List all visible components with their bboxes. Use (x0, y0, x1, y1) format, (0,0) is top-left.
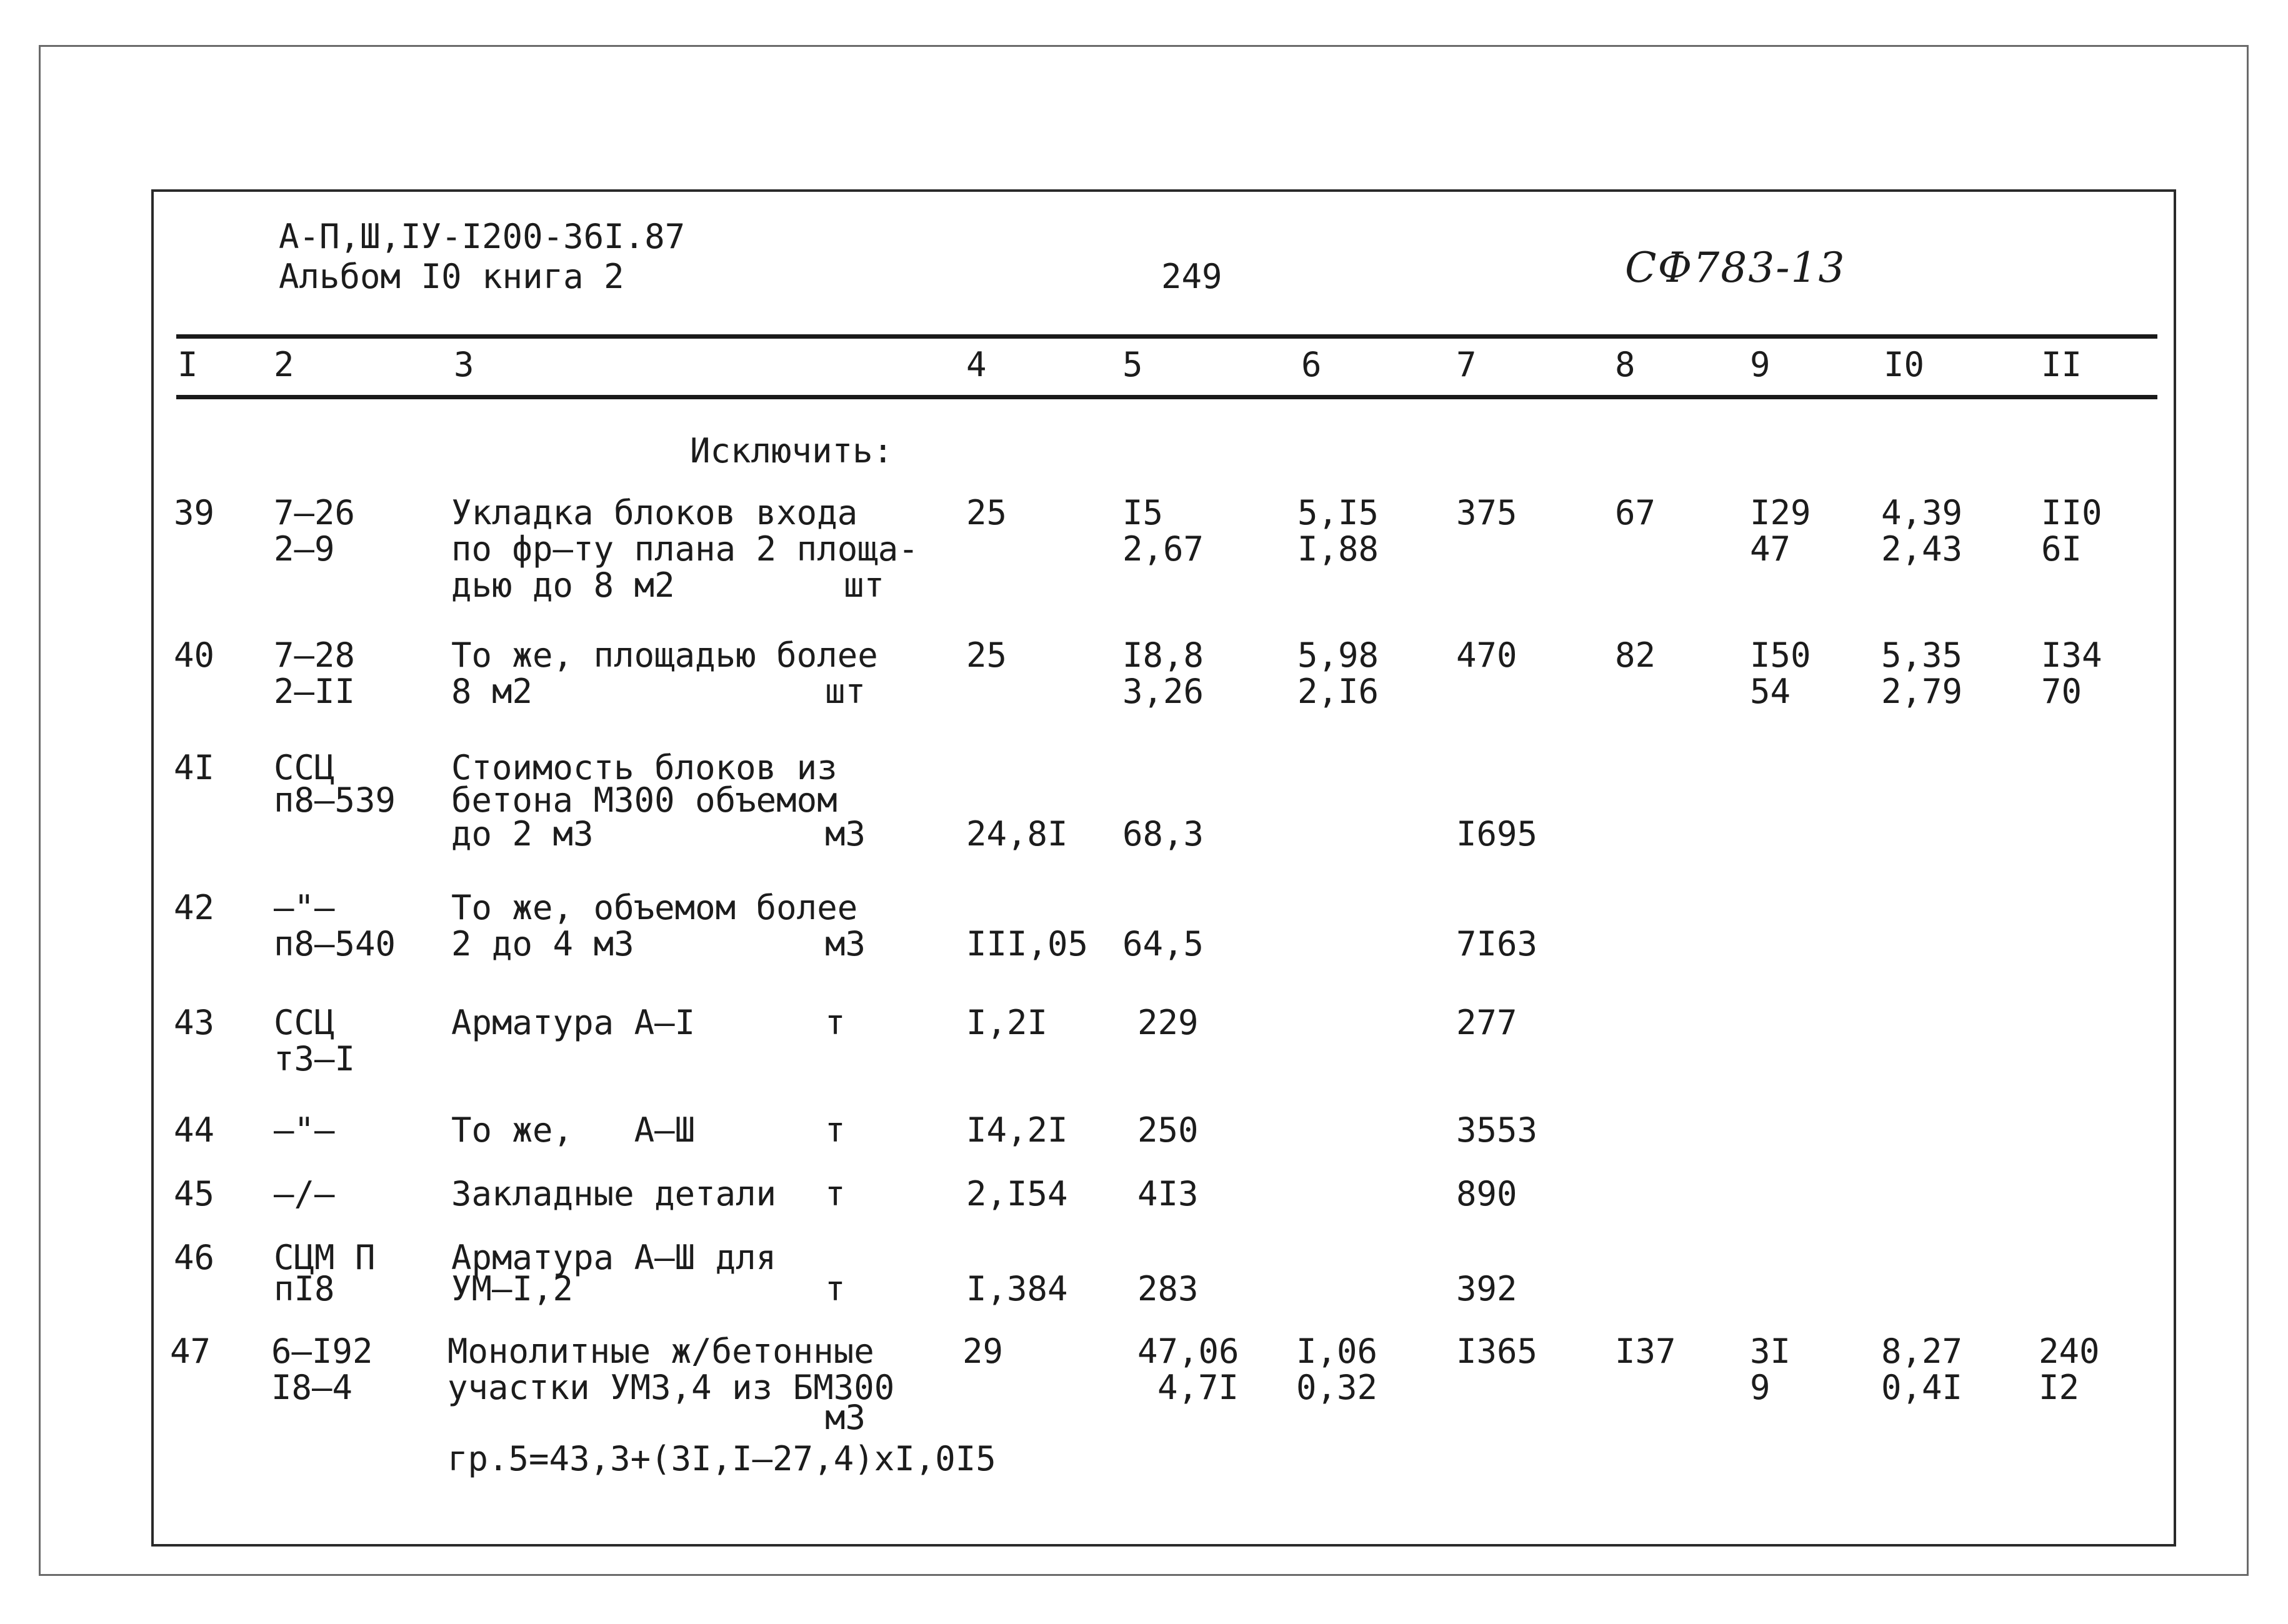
unit: м3 (825, 814, 866, 854)
norm-code: 2–II (274, 672, 356, 711)
column-header: 9 (1750, 345, 1771, 384)
cell-col11: I34 (2041, 635, 2102, 675)
cell-col4: 24,8I (966, 814, 1068, 854)
cell-col6: I,06 (1296, 1332, 1378, 1371)
header-top-rule (176, 334, 2157, 339)
cell-col4: I,384 (966, 1269, 1068, 1308)
norm-code: I8–4 (271, 1368, 353, 1407)
unit: м3 (825, 924, 866, 964)
cell-col6: 0,32 (1296, 1368, 1378, 1407)
unit: т (825, 1174, 846, 1213)
header-bottom-rule (176, 395, 2157, 399)
cell-col6: 5,98 (1297, 635, 1379, 675)
cell-col6: 2,I6 (1297, 672, 1379, 711)
cell-col8: 82 (1615, 635, 1656, 675)
cell-col9: 54 (1750, 672, 1791, 711)
column-header: II (2041, 345, 2082, 384)
work-description: Стоимость блоков из (451, 748, 837, 787)
cell-col6: 5,I5 (1297, 493, 1379, 532)
unit: шт (844, 565, 885, 605)
cell-col4: I,2I (966, 1003, 1048, 1042)
work-description: Укладка блоков входа (451, 493, 858, 532)
work-description: 8 м2 (451, 672, 533, 711)
unit: м3 (825, 1398, 866, 1437)
cell-col4: III,05 (966, 924, 1089, 964)
row-number: 47 (170, 1332, 211, 1371)
work-description: бетона М300 объемом (451, 780, 837, 820)
cell-col5: 47,06 (1137, 1332, 1239, 1371)
norm-code: ССЦ (274, 1003, 335, 1042)
cell-col5: 3,26 (1122, 672, 1204, 711)
cell-col10: 2,43 (1881, 529, 1963, 569)
row-number: 46 (174, 1238, 215, 1277)
norm-code: 6–I92 (271, 1332, 373, 1371)
column-header: 4 (966, 345, 987, 384)
column-header: 7 (1456, 345, 1477, 384)
cell-col7: 3553 (1456, 1110, 1538, 1150)
cell-col7: 277 (1456, 1003, 1517, 1042)
cell-col10: 4,39 (1881, 493, 1963, 532)
cell-col5: 283 (1137, 1269, 1199, 1308)
unit: т (825, 1003, 846, 1042)
section-title: Исключить: (690, 431, 894, 471)
column-header: 5 (1122, 345, 1143, 384)
cell-col5: 2,67 (1122, 529, 1204, 569)
cell-col11: 240 (2039, 1332, 2100, 1371)
column-header: I (177, 345, 198, 384)
cell-col4: I4,2I (966, 1110, 1068, 1150)
norm-code: –"– (274, 1110, 335, 1150)
cell-col11: 70 (2041, 672, 2082, 711)
cell-col9: I50 (1750, 635, 1811, 675)
work-description: То же, А–Ш (451, 1110, 696, 1150)
row-number: 40 (174, 635, 215, 675)
work-description: Арматура А–I (451, 1003, 696, 1042)
unit: т (825, 1269, 846, 1308)
cell-col4: 25 (966, 493, 1007, 532)
cell-col7: 375 (1456, 493, 1517, 532)
column-header: 8 (1615, 345, 1636, 384)
cell-col7: 7I63 (1456, 924, 1538, 964)
cell-col9: 47 (1750, 529, 1791, 569)
norm-code: –/– (274, 1174, 335, 1213)
work-description: Монолитные ж/бетонные (447, 1332, 874, 1371)
cell-col9: 9 (1750, 1368, 1771, 1407)
cell-col7: 470 (1456, 635, 1517, 675)
unit: шт (825, 672, 866, 711)
cell-col7: 392 (1456, 1269, 1517, 1308)
work-description: Закладные детали (451, 1174, 777, 1213)
document-code: А-П,Ш,IУ-I200-36I.87 (279, 217, 686, 256)
cell-col4: 29 (962, 1332, 1004, 1371)
cell-col10: 0,4I (1881, 1368, 1963, 1407)
row-number: 45 (174, 1174, 215, 1213)
row-number: 43 (174, 1003, 215, 1042)
unit: т (825, 1110, 846, 1150)
norm-code: 2–9 (274, 529, 335, 569)
work-description: дью до 8 м2 (451, 565, 675, 605)
row-number: 4I (174, 748, 215, 787)
formula-note: гр.5=43,3+(3I,I–27,4)хI,0I5 (447, 1439, 996, 1478)
norm-code: п8–539 (274, 780, 396, 820)
cell-col7: 890 (1456, 1174, 1517, 1213)
cell-col11: I2 (2039, 1368, 2080, 1407)
cell-col4: 2,I54 (966, 1174, 1068, 1213)
cell-col4: 25 (966, 635, 1007, 675)
work-description: То же, объемом более (451, 888, 858, 927)
cell-col11: 6I (2041, 529, 2082, 569)
page-number: 249 (1161, 257, 1222, 296)
cell-col8: 67 (1615, 493, 1656, 532)
work-description: по фр–ту плана 2 площа- (451, 529, 919, 569)
work-description: 2 до 4 м3 (451, 924, 634, 964)
cell-col5: 4I3 (1137, 1174, 1199, 1213)
norm-code: 7–28 (274, 635, 356, 675)
album-title: Альбом I0 книга 2 (279, 257, 624, 296)
cell-col6: I,88 (1297, 529, 1379, 569)
row-number: 39 (174, 493, 215, 532)
work-description: То же, площадью более (451, 635, 878, 675)
cell-col5: 64,5 (1122, 924, 1204, 964)
column-header: 2 (274, 345, 294, 384)
cell-col9: I29 (1750, 493, 1811, 532)
cell-col11: II0 (2041, 493, 2102, 532)
cell-col7: I365 (1456, 1332, 1538, 1371)
cell-col5: I5 (1122, 493, 1164, 532)
norm-code: 7–26 (274, 493, 356, 532)
handwritten-stamp: СФ783-13 (1625, 244, 1846, 292)
column-header: 3 (454, 345, 474, 384)
cell-col10: 2,79 (1881, 672, 1963, 711)
norm-code: т3–I (274, 1039, 356, 1079)
cell-col10: 8,27 (1881, 1332, 1963, 1371)
row-number: 42 (174, 888, 215, 927)
cell-col8: I37 (1615, 1332, 1676, 1371)
norm-code: пI8 (274, 1269, 335, 1308)
cell-col10: 5,35 (1881, 635, 1963, 675)
norm-code: СЦМ П (274, 1238, 376, 1277)
column-header: 6 (1301, 345, 1322, 384)
cell-col5: 250 (1137, 1110, 1199, 1150)
cell-col5: 4,7I (1157, 1368, 1239, 1407)
work-description: Арматура А–Ш для (451, 1238, 777, 1277)
cell-col5: 229 (1137, 1003, 1199, 1042)
norm-code: п8–540 (274, 924, 396, 964)
cell-col5: 68,3 (1122, 814, 1204, 854)
work-description: участки УМ3,4 из БМ300 (447, 1368, 895, 1407)
cell-col7: I695 (1456, 814, 1538, 854)
column-header: I0 (1884, 345, 1925, 384)
cell-col5: I8,8 (1122, 635, 1204, 675)
cell-col9: 3I (1750, 1332, 1791, 1371)
norm-code: ССЦ (274, 748, 335, 787)
work-description: до 2 м3 (451, 814, 594, 854)
work-description: УМ–I,2 (451, 1269, 574, 1308)
row-number: 44 (174, 1110, 215, 1150)
norm-code: –"– (274, 888, 335, 927)
